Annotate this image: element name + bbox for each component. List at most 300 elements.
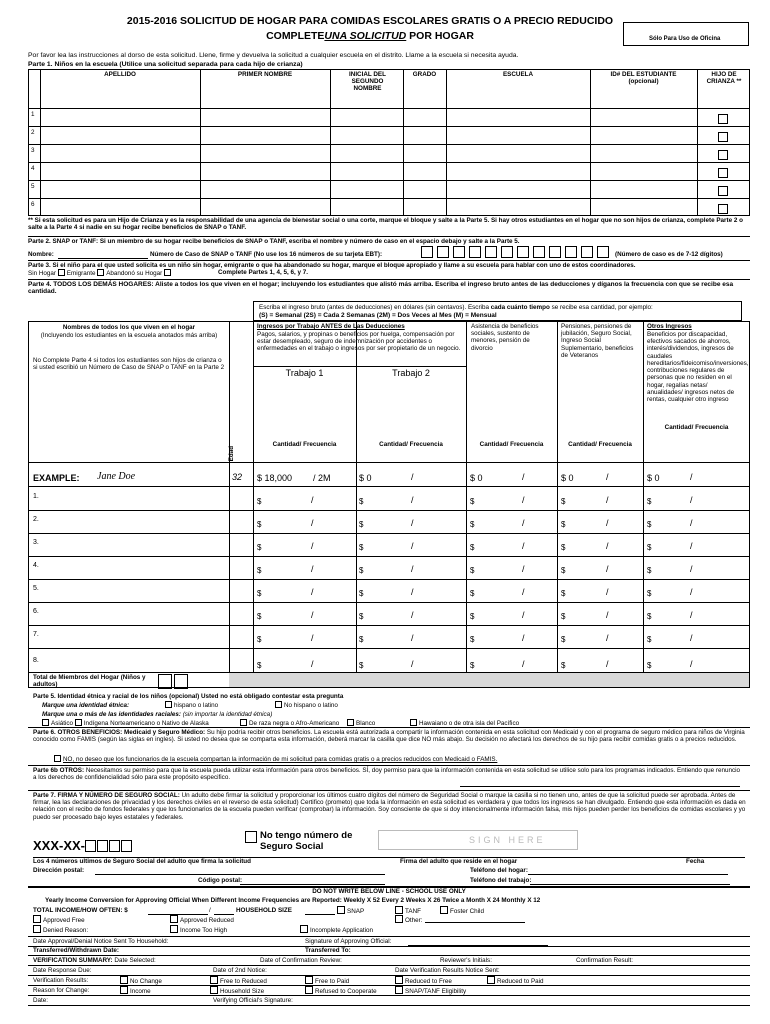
dollar-sign[interactable]: $ bbox=[470, 566, 475, 575]
freq-legend: (S) = Semanal (2S) = Cada 2 Semanas (2M) = Dos Veces al Mes (M) = Mensual bbox=[259, 312, 497, 319]
other-option bbox=[395, 915, 423, 924]
form-subtitle bbox=[200, 30, 540, 42]
row-number: 2 bbox=[31, 129, 35, 136]
date-confirm-label: Date of Confirmation Review: bbox=[260, 957, 342, 964]
freq-slash: / bbox=[690, 633, 693, 643]
income-row-number: 4. bbox=[33, 562, 39, 569]
race-label-line bbox=[42, 711, 272, 718]
race-5: Hawaiano o de otra isla del Pacífico bbox=[419, 720, 520, 727]
checkbox[interactable] bbox=[395, 986, 403, 994]
freq-slash: / bbox=[606, 564, 609, 574]
total-income-label: TOTAL INCOME/HOW OFTEN: $ bbox=[33, 907, 128, 914]
freq-slash: / bbox=[311, 587, 314, 597]
cantidad-label: Cantidad/ Frecuencia bbox=[664, 424, 729, 431]
part7-title: Parte 7. FIRMA Y NÚMERO DE SEGURO SOCIAL: bbox=[33, 792, 180, 799]
freq-slash: / bbox=[690, 541, 693, 551]
checkbox[interactable] bbox=[395, 906, 403, 914]
no-change-option bbox=[120, 976, 162, 985]
checkbox[interactable] bbox=[164, 269, 171, 276]
dollar-sign[interactable]: $ bbox=[359, 612, 364, 621]
dollar-sign[interactable]: $ bbox=[647, 661, 652, 670]
snap-option bbox=[337, 906, 364, 915]
instr-part1: Escriba el ingreso bruto (antes de deducciones) en dólares (sin centavos). Escriba bbox=[259, 304, 491, 311]
checkbox[interactable] bbox=[42, 719, 49, 726]
dollar-sign[interactable]: $ bbox=[647, 612, 652, 621]
dollar-sign[interactable]: $ bbox=[561, 612, 566, 621]
address-label: Dirección postal: bbox=[33, 867, 85, 874]
confirm-result-label: Confirmation Result: bbox=[576, 957, 634, 964]
trabajo2: Trabajo 2 bbox=[392, 368, 430, 378]
ssn-digit-box[interactable] bbox=[85, 840, 96, 852]
part7-body: Un adulto debe firmar la solicitud y proporcionar los últimos cuatro dígitos del número de Seguridad Social o marque la casilla si no tienen uno, antes de que la solicitud puede ser aprobada. Antes de firmar, lea las declaraciones de privacidad y los derechos civiles en el reverso de esta solicitud) Certifico (prometo) que toda la información en esta solicitud es verdadera y que todos los ingresos se han divulgado. Entiendo que esta información es dada en relación con el recibo de fondos federales y que los funcionarios de la escuela pueden verificar (comprobar) la información. Soy consciente de que si doy intencionalmente información falsa, mis hijos pueden perder los beneficios de comidas escolares y yo puedo ser procesado bajo leyes estatales y federales. bbox=[33, 792, 746, 821]
freq-slash: / bbox=[690, 518, 693, 528]
verif-summary-line bbox=[33, 957, 156, 964]
foster-option bbox=[440, 906, 484, 915]
col-grado: GRADO bbox=[412, 71, 437, 78]
date-2nd-label: Date of 2nd Notice: bbox=[213, 967, 267, 974]
case-digit-box[interactable] bbox=[437, 246, 449, 258]
free-reduced-label: Free to Reduced bbox=[220, 978, 267, 985]
refused-option bbox=[305, 986, 377, 995]
freq-slash: / bbox=[606, 541, 609, 551]
verif-results-label: Verification Results: bbox=[33, 977, 89, 984]
checkbox[interactable] bbox=[300, 925, 308, 933]
yearly-conversion: Yearly Income Conversion for Approving Official When Different Income Frequencies are Reported: Weekly X 52 Every 2 Weeks X 26 Twice a Month X 24 Monthly X 12 bbox=[45, 897, 541, 904]
checkbox[interactable] bbox=[120, 986, 128, 994]
checkbox[interactable] bbox=[487, 976, 495, 984]
freq-slash: / bbox=[311, 659, 314, 669]
intro-text: Por favor lea las instrucciones al dorso de esta solicitud. Llene, firme y devuelva la solicitud a cualquier escuela en el distrito. Llame a la escuela si necesita ayuda. bbox=[28, 52, 519, 59]
part6b-body: Necesitamos su permiso para que la escuela pueda utilizar esta información para otros beneficios. SÍ, doy permiso para que la información contenida en esta solicitud se utilice solo para los programas indicados. Entiendo que renuncio a los derechos de confidencialidad sólo para este propósito especifico. bbox=[33, 767, 741, 782]
dollar-sign[interactable]: $ bbox=[470, 635, 475, 644]
ssn-digit-box[interactable] bbox=[109, 840, 120, 852]
total-digit-box[interactable] bbox=[158, 674, 172, 689]
dollar-sign[interactable]: $ bbox=[470, 497, 475, 506]
income-instructions-box bbox=[253, 301, 742, 321]
approved-free-label: Approved Free bbox=[43, 917, 85, 924]
date-label: Fecha bbox=[686, 858, 705, 865]
refused-label: Refused to Cooperate bbox=[315, 988, 377, 995]
title-complete: COMPLETE bbox=[266, 30, 325, 42]
work-head: Ingresos por Trabajo ANTES de Las Deducciones bbox=[257, 323, 405, 330]
hh-size-label: HOUSEHOLD SIZE bbox=[236, 907, 292, 914]
part7-text bbox=[33, 792, 749, 821]
race-3: De raza negra o Afro-Americano bbox=[249, 720, 340, 727]
case-digit-box[interactable] bbox=[565, 246, 577, 258]
income-row-number: 2. bbox=[33, 516, 39, 523]
freq-slash: / bbox=[311, 633, 314, 643]
no-ssn-checkbox[interactable] bbox=[245, 831, 257, 843]
no-share-label: NO, no deseo que los funcionarios de la escuela compartan la información de mi solicitud para comidas gratis o a precios reducidos con Medicaid o FAMIS. bbox=[63, 756, 498, 763]
income-option bbox=[120, 986, 151, 995]
example-label: EXAMPLE: bbox=[33, 473, 80, 483]
case-digit-box[interactable] bbox=[485, 246, 497, 258]
case-digit-box[interactable] bbox=[581, 246, 593, 258]
freq-slash: / bbox=[690, 610, 693, 620]
checkbox[interactable] bbox=[395, 915, 403, 923]
verifying-sig-label: Verifying Official's Signature: bbox=[213, 997, 293, 1004]
dollar-sign[interactable]: $ bbox=[359, 566, 364, 575]
freq-slash: / bbox=[606, 659, 609, 669]
dollar-sign[interactable]: $ bbox=[257, 543, 262, 552]
freq-slash: / bbox=[606, 518, 609, 528]
case-digit-box[interactable] bbox=[517, 246, 529, 258]
tanf-label: TANF bbox=[405, 908, 421, 915]
income-row-number: 3. bbox=[33, 539, 39, 546]
assist-desc: Asistencia de beneficios sociales, sustento de menores, pensión de divorcio bbox=[471, 323, 539, 352]
opt-abandono: Abandonó su Hogar bbox=[106, 270, 163, 277]
col-hijo-crianza: HIJO DE CRIANZA ** bbox=[706, 71, 742, 86]
dollar-sign[interactable]: $ bbox=[257, 566, 262, 575]
dollar-sign[interactable]: $ bbox=[359, 520, 364, 529]
free-reduced-option bbox=[210, 976, 267, 985]
part2-case-note: (Número de caso es de 7-12 dígitos) bbox=[615, 251, 723, 258]
dollar-sign[interactable]: $ bbox=[257, 635, 262, 644]
no-change-label: No Change bbox=[130, 978, 162, 985]
dollar-sign[interactable]: $ bbox=[647, 543, 652, 552]
dollar-sign[interactable]: $ bbox=[647, 635, 652, 644]
col-primer-nombre: PRIMER NOMBRE bbox=[237, 71, 293, 78]
date-response-label: Date Response Due: bbox=[33, 967, 92, 974]
date-label-office: Date: bbox=[33, 997, 49, 1004]
race-option-3 bbox=[240, 719, 339, 727]
work-desc: Pagos, salarios, y propinas o beneficios por huelga, compensación por estar desempleado, seguro de indemnización por accidentes o enfermedades en el trabajo o ingresos por ser propietario de un negocio. bbox=[257, 331, 461, 353]
nohisp-label: No hispano o latino bbox=[284, 702, 338, 709]
col-inicial: INICIAL DEL SEGUNDO NOMBRE bbox=[349, 71, 386, 93]
freq-slash: / bbox=[522, 633, 525, 643]
checkbox[interactable] bbox=[410, 719, 417, 726]
foster-checkbox[interactable] bbox=[718, 186, 728, 196]
checkbox[interactable] bbox=[165, 701, 172, 708]
reduced-free-label: Reduced to Free bbox=[405, 978, 452, 985]
dollar-sign[interactable]: $ bbox=[561, 566, 566, 575]
income-high-label: Income Too High bbox=[180, 927, 228, 934]
checkbox[interactable] bbox=[170, 915, 178, 923]
checkbox[interactable] bbox=[275, 701, 282, 708]
row-number: 3 bbox=[31, 147, 35, 154]
incomplete-label: Incomplete Application bbox=[310, 927, 374, 934]
checkbox[interactable] bbox=[305, 976, 313, 984]
approved-reduced-option bbox=[170, 915, 234, 924]
dollar-sign[interactable]: $ bbox=[470, 661, 475, 670]
ethnic-label: Marque una identidad étnica: bbox=[42, 702, 130, 709]
dollar-sign[interactable]: $ bbox=[561, 661, 566, 670]
case-digit-box[interactable] bbox=[501, 246, 513, 258]
hisp-label: hispano o latino bbox=[174, 702, 219, 709]
dollar-sign[interactable]: $ bbox=[257, 661, 262, 670]
zip-label: Código postal: bbox=[198, 877, 243, 884]
row-number: 6 bbox=[31, 201, 35, 208]
dollar-sign[interactable]: $ bbox=[257, 520, 262, 529]
col-student-id: ID# DEL ESTUDIANTE (opcional) bbox=[610, 71, 677, 86]
dollar-sign[interactable]: $ bbox=[257, 612, 262, 621]
snap-label: SNAP bbox=[347, 908, 365, 915]
income-row-number: 7. bbox=[33, 631, 39, 638]
snap-elig-label: SNAP/TANF Eligibility bbox=[405, 988, 467, 995]
gray-fill bbox=[229, 673, 749, 687]
tanf-option bbox=[395, 906, 421, 915]
foster-checkbox[interactable] bbox=[718, 132, 728, 142]
freq-slash: / bbox=[606, 495, 609, 505]
checkbox[interactable] bbox=[97, 269, 104, 276]
opt-sin-hogar: Sin Hogar bbox=[28, 270, 57, 277]
approved-free-option bbox=[33, 915, 85, 924]
opt-emigrante: Emigrante bbox=[66, 270, 96, 277]
checkbox[interactable] bbox=[54, 755, 61, 762]
date-selected-label: Date Selected: bbox=[114, 957, 156, 964]
form-title: 2015-2016 SOLICITUD DE HOGAR PARA COMIDAS ESCOLARES GRATIS O A PRECIO REDUCIDO bbox=[126, 15, 614, 27]
part6-body: Su hijo podría recibir otros beneficios. La escuela está autorizada a compartir la información contenida en esta solicitud con Medicaid y con el programa de seguro médico para niños de Virginia conocido como FAMIS (según las siglas en ingles). Si usted no desea que se comparta esta información, deberá marcar la casilla que dice NO más abajo. Su decisión no afectará los derechos de su hijo para recibir comidas gratis o a precios reducidos. bbox=[33, 729, 745, 744]
freq-slash: / bbox=[311, 564, 314, 574]
total-digit-box[interactable] bbox=[174, 674, 188, 689]
household-size-option bbox=[210, 986, 264, 995]
total-members-label: Total de Miembros del Hogar (Niños y adultos) bbox=[33, 674, 146, 689]
row-number: 1 bbox=[31, 111, 35, 118]
income-row-number: 8. bbox=[33, 657, 39, 664]
household-size-label: Household Size bbox=[220, 988, 265, 995]
part6-no-option bbox=[54, 755, 497, 763]
names-sub: (Incluyendo los estudiantes en la escuela anotados más arriba) bbox=[40, 332, 218, 339]
freq-slash: / bbox=[311, 610, 314, 620]
checkbox[interactable] bbox=[440, 906, 448, 914]
reduced-free-option bbox=[395, 976, 452, 985]
race-note: (sin importar la identidad étnica) bbox=[182, 711, 273, 718]
freq-slash: / bbox=[690, 564, 693, 574]
dollar-sign[interactable]: $ bbox=[470, 612, 475, 621]
dollar-sign[interactable]: $ bbox=[561, 543, 566, 552]
case-digit-box[interactable] bbox=[597, 246, 609, 258]
no-ssn-label: No tengo número de Seguro Social bbox=[260, 830, 353, 852]
cantidad-label: Cantidad/ Frecuencia bbox=[479, 441, 544, 448]
dollar-sign[interactable]: $ bbox=[359, 635, 364, 644]
example-age: 32 bbox=[232, 472, 243, 482]
dollar-sign[interactable]: $ bbox=[359, 589, 364, 598]
example-otros: $ 0 bbox=[647, 473, 660, 483]
foster-checkbox[interactable] bbox=[718, 114, 728, 124]
case-digit-box[interactable] bbox=[469, 246, 481, 258]
dollar-sign[interactable]: $ bbox=[470, 520, 475, 529]
checkbox[interactable] bbox=[305, 986, 313, 994]
checkbox[interactable] bbox=[58, 269, 65, 276]
freq-slash: / bbox=[522, 659, 525, 669]
case-digit-box[interactable] bbox=[549, 246, 561, 258]
dollar-sign[interactable]: $ bbox=[561, 635, 566, 644]
dollar-sign[interactable]: $ bbox=[257, 497, 262, 506]
trabajo1: Trabajo 1 bbox=[285, 368, 324, 378]
foster-label: Foster Child bbox=[450, 908, 484, 915]
dollar-sign[interactable]: $ bbox=[470, 543, 475, 552]
freq-slash: / bbox=[411, 659, 414, 669]
slash: / bbox=[411, 472, 414, 482]
slash: / bbox=[522, 472, 525, 482]
instr-part2: se recibe esa cantidad, por ejemplo: bbox=[549, 304, 653, 311]
checkbox[interactable] bbox=[347, 719, 354, 726]
ssn-prefix: XXX-XX- bbox=[33, 838, 86, 853]
foster-note: ** Si esta solicitud es para un Hijo de Crianza y es la responsabilidad de una agencia de bienestar social o una corte, marque el bloque y salte a la Parte 5. Si hay otros estudiantes en el hogar que no son hijos de crianza, complete Parte 2 o salte a la Parte 4 si nadie en su hogar recibe beneficios de SNAP o TANF. bbox=[28, 217, 743, 232]
reviewer-label: Reviewer's Initials: bbox=[440, 957, 492, 964]
dollar-sign[interactable]: $ bbox=[359, 543, 364, 552]
income-row-number: 5. bbox=[33, 585, 39, 592]
part1-title: Parte 1. Niños en la escuela (Utilice una solicitud separada para cada hijo de crianza) bbox=[28, 61, 303, 68]
freq-slash: / bbox=[411, 587, 414, 597]
last4-label: Los 4 números ultimos de Seguro Social del adulto que firma la solicitud bbox=[33, 858, 251, 865]
freq-slash: / bbox=[411, 633, 414, 643]
names-head: Nombres de todos los que viven en el hogar bbox=[62, 324, 196, 331]
dollar-sign[interactable]: $ bbox=[470, 589, 475, 598]
race-option-4 bbox=[347, 719, 375, 727]
dollar-sign[interactable]: $ bbox=[647, 497, 652, 506]
checkbox[interactable] bbox=[395, 976, 403, 984]
reduced-paid-option bbox=[487, 976, 544, 985]
checkbox[interactable] bbox=[33, 925, 41, 933]
cantidad-label: Cantidad/ Frecuencia bbox=[272, 441, 337, 448]
part3-complete: Complete Partes 1, 4, 5, 6, y 7. bbox=[218, 269, 308, 276]
approved-reduced-label: Approved Reduced bbox=[180, 917, 234, 924]
case-digit-box[interactable] bbox=[421, 246, 433, 258]
free-paid-label: Free to Paid bbox=[315, 978, 350, 985]
part6-title: Parte 6. OTROS BENEFICIOS: Medicaid y Seguro Médico: bbox=[33, 729, 206, 736]
race-options bbox=[42, 719, 209, 727]
race-label: Marque una o más de las identidades raciales: bbox=[42, 711, 181, 718]
income-row-number: 1. bbox=[33, 493, 39, 500]
dollar-sign[interactable]: $ bbox=[561, 589, 566, 598]
part2-nombre-label: Nombre: bbox=[28, 251, 54, 258]
freq-slash: / bbox=[522, 518, 525, 528]
freq-slash: / bbox=[411, 610, 414, 620]
slash: / bbox=[606, 472, 609, 482]
incomplete-option bbox=[300, 925, 373, 934]
checkbox[interactable] bbox=[210, 986, 218, 994]
cantidad-label: Cantidad/ Frecuencia bbox=[568, 441, 632, 448]
sign-here-box[interactable]: SIGN HERE bbox=[378, 830, 578, 850]
freq-slash: / bbox=[522, 541, 525, 551]
edad-label: Edad bbox=[228, 445, 236, 462]
freq-slash: / bbox=[522, 564, 525, 574]
office-label: Sólo Para Uso de Oficina bbox=[649, 36, 721, 42]
dnw-line: DO NOT WRITE BELOW LINE - SCHOOL USE ONLY bbox=[312, 888, 466, 895]
checkbox[interactable] bbox=[170, 925, 178, 933]
freq-slash: / bbox=[411, 541, 414, 551]
signature-label: Firma del adulto que reside en el hogar bbox=[400, 858, 518, 865]
col-escuela: ESCUELA bbox=[502, 71, 534, 78]
part5-title: Parte 5. Identidad étnica y racial de los niños (opcional) Usted no está obligado contestar esta pregunta bbox=[33, 693, 344, 700]
freq-slash: / bbox=[606, 587, 609, 597]
part2-case-label: Número de Caso de SNAP o TANF (No use los 16 números de su tarjeta EBT): bbox=[150, 251, 383, 258]
dollar-sign[interactable]: $ bbox=[257, 589, 262, 598]
freq-slash: / bbox=[411, 495, 414, 505]
example-assist: $ 0 bbox=[470, 473, 483, 483]
case-digit-box[interactable] bbox=[453, 246, 465, 258]
checkbox[interactable] bbox=[210, 976, 218, 984]
income-row-number: 6. bbox=[33, 608, 39, 615]
example-work1: $ 18,000 bbox=[257, 473, 293, 483]
dollar-sign[interactable]: $ bbox=[561, 497, 566, 506]
denied-option bbox=[33, 925, 88, 934]
work-phone-label: Teléfono del trabajo: bbox=[470, 877, 532, 884]
title-por: POR HOGAR bbox=[406, 30, 474, 42]
foster-checkbox[interactable] bbox=[718, 204, 728, 214]
dollar-sign[interactable]: $ bbox=[647, 589, 652, 598]
instr-text bbox=[259, 304, 653, 311]
income-label: Income bbox=[130, 988, 151, 995]
verif-summary-label: VERIFICATION SUMMARY: bbox=[33, 957, 113, 964]
ssn-digit-box[interactable] bbox=[121, 840, 132, 852]
race-4: Blanco bbox=[356, 720, 376, 727]
freq-slash: / bbox=[311, 518, 314, 528]
freq-slash: / bbox=[411, 518, 414, 528]
date-approval-label: Date Approval/Denial Notice Sent To Household: bbox=[33, 938, 169, 945]
col-apellido: APELLIDO bbox=[104, 71, 136, 78]
freq-slash: / bbox=[522, 587, 525, 597]
row-number: 5 bbox=[31, 183, 35, 190]
part2-title: Parte 2. SNAP or TANF: Si un miembro de su hogar recibe beneficios de SNAP o TANF, escriba el nombre y número de caso en el espacio debajo y salte a la Parte 5. bbox=[28, 236, 750, 245]
checkbox[interactable] bbox=[337, 906, 345, 914]
freq-slash: / bbox=[606, 610, 609, 620]
checkbox[interactable] bbox=[33, 915, 41, 923]
ssn-digit-box[interactable] bbox=[97, 840, 108, 852]
race-option-5 bbox=[410, 719, 519, 727]
dollar-sign[interactable]: $ bbox=[647, 520, 652, 529]
freq-slash: / bbox=[690, 587, 693, 597]
example-name: Jane Doe bbox=[97, 471, 136, 482]
example-pension: $ 0 bbox=[561, 473, 574, 483]
otros-desc: Beneficios por discapacidad, efectivos sacados de ahorros, interés/dividendos, ingresos de caudales hereditarios/fideicomiso/inversiones, contribuciones regulares de personas que no residen en el hogar, regalías netas/ anualidades/ ingresos netos de rentas, cualquier otro ingreso bbox=[647, 331, 749, 404]
checkbox[interactable] bbox=[120, 976, 128, 984]
hispanic-option bbox=[165, 701, 218, 709]
foster-checkbox[interactable] bbox=[718, 150, 728, 160]
cantidad-label: Cantidad/ Frecuencia bbox=[379, 441, 443, 448]
freq-slash: / bbox=[411, 564, 414, 574]
non-hispanic-option bbox=[275, 701, 338, 709]
freq-slash: / bbox=[311, 541, 314, 551]
names-note: No Complete Parte 4 si todos los estudiantes son hijos de crianza o si usted escribió un Número de Caso de SNAP o TANF en la Parte 2 bbox=[33, 357, 225, 372]
part6-text bbox=[33, 729, 749, 743]
instr-bold: cada cuánto tiempo bbox=[490, 304, 550, 311]
dollar-sign[interactable]: $ bbox=[359, 497, 364, 506]
transferred-label: Transferred/Withdrawn Date: bbox=[33, 947, 120, 954]
race-2: Indígena Norteamericano o Nativo de Alaska bbox=[83, 720, 209, 727]
part3-title: Parte 3. Si el niño para el que usted solicita es un niño sin hogar, emigrante o que ha abandonado su hogar, marque el bloque apropiado y llame a su escuela para hablar con uno de estos coordinadores. bbox=[28, 260, 750, 269]
otros-head: Otros Ingresos bbox=[647, 323, 692, 330]
pension-desc: Pensiones, pensiones de jubilación, Seguro Social, Ingreso Social Suplementario, beneficios de Veteranos bbox=[561, 323, 634, 359]
row-number: 4 bbox=[31, 165, 35, 172]
race-1: Asiático bbox=[51, 720, 74, 727]
freq-slash: / bbox=[606, 633, 609, 643]
checkbox[interactable] bbox=[240, 719, 247, 726]
part3-options bbox=[28, 269, 173, 277]
slash: / bbox=[690, 472, 693, 482]
freq-slash: / bbox=[311, 495, 314, 505]
dollar-sign[interactable]: $ bbox=[561, 520, 566, 529]
dollar-sign[interactable]: $ bbox=[647, 566, 652, 575]
part6b-title: Parte 6b OTROS: bbox=[33, 767, 85, 774]
title-una: UNA SOLICITUD bbox=[324, 30, 407, 42]
case-digit-box[interactable] bbox=[533, 246, 545, 258]
freq-slash: / bbox=[690, 659, 693, 669]
reduced-paid-label: Reduced to Paid bbox=[497, 978, 544, 985]
other-label: Other: bbox=[405, 917, 423, 924]
date-verif-label: Date Verification Results Notice Sent: bbox=[395, 967, 500, 974]
example-work2: $ 0 bbox=[359, 473, 372, 483]
freq-slash: / bbox=[522, 495, 525, 505]
foster-checkbox[interactable] bbox=[718, 168, 728, 178]
freq-slash: / bbox=[522, 610, 525, 620]
dollar-sign[interactable]: $ bbox=[359, 661, 364, 670]
office-box bbox=[623, 22, 749, 46]
income-high-option bbox=[170, 925, 227, 934]
transferred-to-label: Transferred To: bbox=[305, 947, 351, 954]
checkbox[interactable] bbox=[75, 719, 82, 726]
